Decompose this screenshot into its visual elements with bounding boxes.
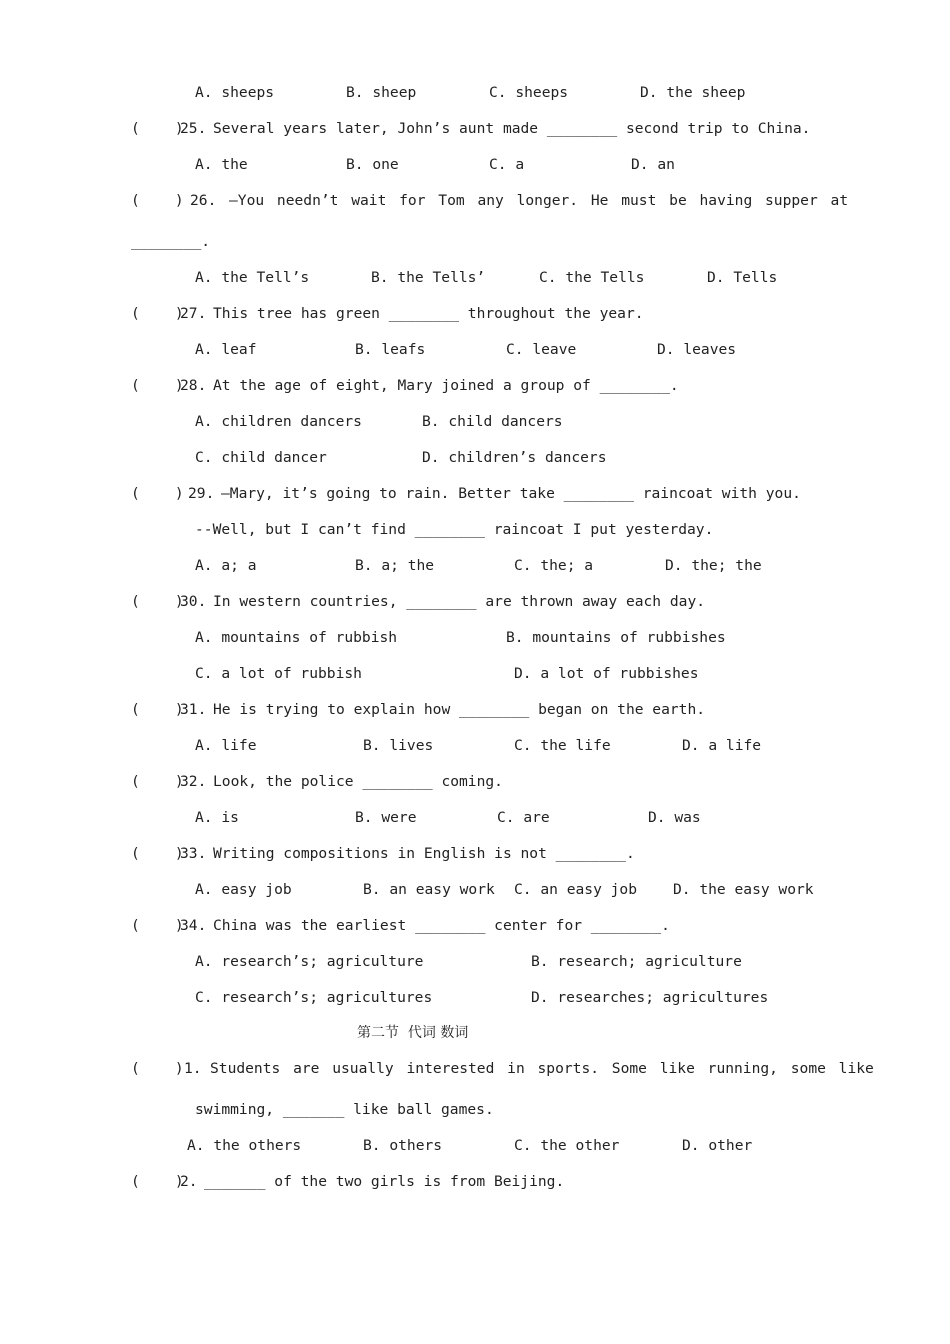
option-a: A. is	[195, 809, 239, 826]
answer-paren: ( )	[131, 377, 184, 394]
option-a: A. leaf	[195, 341, 257, 358]
option-c: C. a	[489, 156, 525, 173]
question-number: 32.	[180, 773, 207, 790]
option-b: B. lives	[363, 737, 434, 754]
answer-paren: ( )	[131, 305, 184, 322]
question-stem-continued: swimming, _______ like ball games.	[195, 1101, 494, 1118]
question-number: 34.	[180, 917, 207, 934]
option-b: B. mountains of rubbishes	[506, 629, 726, 646]
question-stem: Writing compositions in English is not ________.	[213, 845, 635, 862]
option-d: D. the easy work	[673, 881, 814, 898]
question-stem: –Mary, it’s going to rain. Better take ________ raincoat with you.	[221, 485, 801, 502]
option-c: C. sheeps	[489, 84, 569, 101]
answer-paren: ( )	[131, 917, 184, 934]
question-stem: He is trying to explain how ________ began on the earth.	[213, 701, 706, 718]
option-a: A. children dancers	[195, 413, 362, 430]
answer-paren: ( )	[131, 593, 184, 610]
question-stem-continued: ________.	[131, 233, 211, 250]
question-number: 29.	[188, 485, 215, 502]
option-a: A. mountains of rubbish	[195, 629, 398, 646]
question-stem: Look, the police ________ coming.	[213, 773, 503, 790]
option-c: C. child dancer	[195, 449, 327, 466]
option-b: B. an easy work	[363, 881, 495, 898]
option-a: A. easy job	[195, 881, 292, 898]
question-number: 1.	[184, 1060, 202, 1077]
answer-paren: ( )	[131, 1173, 184, 1190]
section-title: 第二节 代词 数词	[357, 1025, 469, 1041]
option-b: B. leafs	[355, 341, 426, 358]
answer-paren: ( )	[131, 1060, 184, 1077]
option-d: D. leaves	[657, 341, 737, 358]
option-d: D. other	[682, 1137, 753, 1154]
option-b: B. sheep	[346, 84, 417, 101]
option-d: D. was	[648, 809, 701, 826]
option-d: D. an	[631, 156, 675, 173]
option-a: A. the Tell’s	[195, 269, 310, 286]
option-c: C. research’s; agricultures	[195, 989, 433, 1006]
option-d: D. a life	[682, 737, 762, 754]
option-a: A. life	[195, 737, 257, 754]
option-d: D. the; the	[665, 557, 762, 574]
option-d: D. a lot of rubbishes	[514, 665, 699, 682]
question-number: 28.	[180, 377, 207, 394]
option-c: C. an easy job	[514, 881, 638, 898]
option-a: A. research’s; agriculture	[195, 953, 424, 970]
option-b: B. child dancers	[422, 413, 563, 430]
option-c: C. a lot of rubbish	[195, 665, 362, 682]
question-number: 30.	[180, 593, 207, 610]
question-stem: _______ of the two girls is from Beijing.	[204, 1173, 565, 1190]
option-a: A. the others	[187, 1137, 302, 1154]
option-a: A. the	[195, 156, 248, 173]
question-number: 2.	[180, 1173, 198, 1190]
question-stem-continued: --Well, but I can’t find ________ raincoat I put yesterday.	[195, 521, 714, 538]
answer-paren: ( )	[131, 120, 184, 137]
question-stem: –You needn’t wait for Tom any longer. He must be having supper at	[229, 192, 849, 209]
option-b: B. a; the	[355, 557, 435, 574]
answer-paren: ( )	[131, 701, 184, 718]
option-d: D. children’s dancers	[422, 449, 607, 466]
option-c: C. leave	[506, 341, 577, 358]
option-a: A. a; a	[195, 557, 257, 574]
option-c: C. the other	[514, 1137, 620, 1154]
option-d: D. the sheep	[640, 84, 746, 101]
option-c: C. the Tells	[539, 269, 645, 286]
answer-paren: ( )	[131, 192, 184, 209]
option-b: B. the Tells’	[371, 269, 486, 286]
option-b: B. one	[346, 156, 399, 173]
option-b: B. research; agriculture	[531, 953, 742, 970]
option-d: D. researches; agricultures	[531, 989, 769, 1006]
question-stem: China was the earliest ________ center for ________.	[213, 917, 670, 934]
question-stem: Students are usually interested in sports. Some like running, some like	[210, 1060, 874, 1077]
option-b: B. others	[363, 1137, 443, 1154]
option-c: C. the life	[514, 737, 611, 754]
question-stem: In western countries, ________ are thrown away each day.	[213, 593, 706, 610]
question-stem: Several years later, John’s aunt made ________ second trip to China.	[213, 120, 811, 137]
option-c: C. the; a	[514, 557, 594, 574]
question-number: 25.	[180, 120, 207, 137]
question-number: 33.	[180, 845, 207, 862]
option-a: A. sheeps	[195, 84, 275, 101]
answer-paren: ( )	[131, 485, 184, 502]
question-number: 31.	[180, 701, 207, 718]
question-number: 26.	[190, 192, 217, 209]
option-b: B. were	[355, 809, 417, 826]
answer-paren: ( )	[131, 845, 184, 862]
question-stem: This tree has green ________ throughout the year.	[213, 305, 644, 322]
question-stem: At the age of eight, Mary joined a group of ________.	[213, 377, 679, 394]
option-c: C. are	[497, 809, 550, 826]
answer-paren: ( )	[131, 773, 184, 790]
option-d: D. Tells	[707, 269, 778, 286]
question-number: 27.	[180, 305, 207, 322]
